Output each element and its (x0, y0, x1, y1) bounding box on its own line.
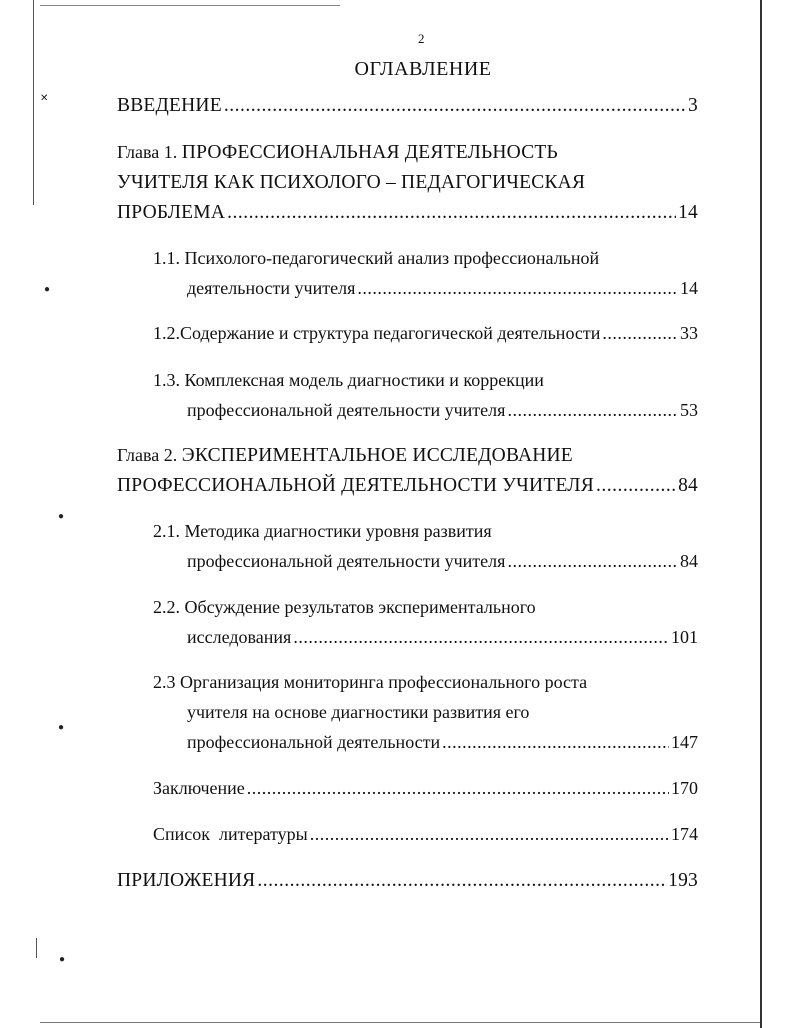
section-1-1-line2: деятельности учителя (187, 278, 356, 298)
intro-page: 3 (688, 95, 698, 116)
toc-section-1-3[interactable] (153, 365, 698, 425)
toc-bibliography[interactable] (153, 819, 698, 849)
chapter-1-page: 14 (678, 202, 698, 223)
chapter-2-page: 84 (678, 475, 698, 496)
leader-dots (442, 727, 669, 757)
section-2-1-page: 84 (680, 551, 698, 571)
scan-edge-bottom (40, 1022, 760, 1023)
toc-section-2-3[interactable] (153, 667, 698, 757)
chapter-1-label: Глава 1. (117, 142, 178, 162)
section-1-3-line1: 1.3. Комплексная модель диагностики и коррекции (153, 370, 544, 390)
scan-edge-top (40, 5, 340, 6)
section-1-3-page: 53 (680, 400, 698, 420)
conclusion-page: 170 (671, 778, 698, 798)
section-2-1-line1: 2.1. Методика диагностики уровня развития (153, 521, 492, 541)
section-1-2-line1: 1.2.Содержание и структура педагогической деятельности (153, 323, 601, 343)
leader-dots (293, 622, 669, 652)
section-2-2-line1: 2.2. Обсуждение результатов экспериментального (153, 597, 536, 617)
toc-section-2-1[interactable] (153, 516, 698, 576)
appendices-page: 193 (668, 870, 698, 891)
speck-3: ● (58, 511, 65, 522)
chapter-2-title-line1: ЭКСПЕРИМЕНТАЛЬНОЕ ИССЛЕДОВАНИЕ (181, 445, 573, 466)
section-2-3-page: 147 (671, 732, 698, 752)
toc-title: ОГЛАВЛЕНИЕ (354, 58, 492, 80)
scan-edge-left-lower (36, 938, 37, 958)
leader-dots (507, 546, 678, 576)
leader-dots (310, 819, 669, 849)
bibliography-text: Список литературы (153, 824, 308, 844)
leader-dots (507, 395, 678, 425)
leader-dots (596, 471, 676, 501)
speck-2: ● (44, 284, 51, 295)
leader-dots (247, 773, 669, 803)
toc-appendices[interactable] (117, 866, 698, 896)
chapter-1-title-line3: ПРОБЛЕМА (117, 202, 226, 223)
section-1-1-page: 14 (680, 278, 698, 298)
speck-4: ● (58, 722, 65, 733)
chapter-2-label: Глава 2. (117, 445, 178, 465)
toc-chapter-1[interactable] (117, 137, 698, 228)
toc-chapter-2[interactable] (117, 440, 698, 501)
section-2-1-line2: профессиональной деятельности учителя (187, 551, 506, 571)
leader-dots (257, 866, 666, 896)
leader-dots (602, 318, 678, 348)
section-2-3-line3: профессиональной деятельности (187, 732, 441, 752)
chapter-1-title-line1: ПРОФЕССИОНАЛЬНАЯ ДЕЯТЕЛЬНОСТЬ (181, 142, 558, 163)
scan-edge-left (33, 0, 34, 205)
page-number: 2 (418, 31, 425, 46)
toc-conclusion[interactable] (153, 773, 698, 803)
leader-dots (357, 273, 678, 303)
toc-intro[interactable] (117, 91, 698, 121)
toc-section-1-1[interactable] (153, 243, 698, 303)
speck-5: ● (59, 954, 66, 965)
section-1-3-line2: профессиональной деятельности учителя (187, 400, 506, 420)
section-1-2-page: 33 (680, 323, 698, 343)
toc-section-2-2[interactable] (153, 592, 698, 652)
chapter-2-title-line2: ПРОФЕССИОНАЛЬНОЙ ДЕЯТЕЛЬНОСТИ УЧИТЕЛЯ (117, 475, 594, 496)
bibliography-page: 174 (671, 824, 698, 844)
scan-edge-right (760, 0, 762, 1028)
section-2-3-line2: учителя на основе диагностики развития его (187, 702, 530, 722)
leader-dots (227, 198, 676, 228)
intro-text: ВВЕДЕНИЕ (117, 95, 222, 116)
toc-section-1-2[interactable] (153, 318, 698, 348)
conclusion-text: Заключение (153, 778, 245, 798)
appendices-text: ПРИЛОЖЕНИЯ (117, 870, 256, 891)
speck-1: ✕ (40, 93, 49, 104)
leader-dots (224, 91, 686, 121)
section-1-1-line1: 1.1. Психолого-педагогический анализ профессиональной (153, 248, 600, 268)
section-2-2-page: 101 (671, 627, 698, 647)
section-2-3-line1: 2.3 Организация мониторинга профессионального роста (153, 672, 588, 692)
chapter-1-title-line2: УЧИТЕЛЯ КАК ПСИХОЛОГО – ПЕДАГОГИЧЕСКАЯ (117, 172, 586, 193)
section-2-2-line2: исследования (187, 627, 292, 647)
